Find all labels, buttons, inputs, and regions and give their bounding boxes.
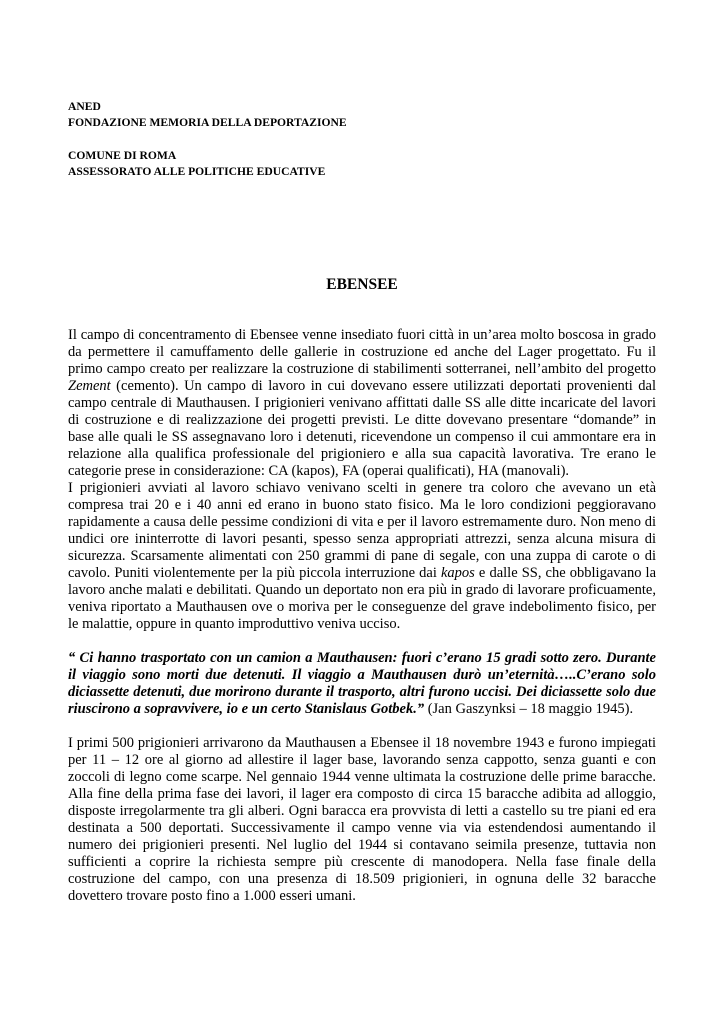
letterhead-gap [68,131,347,148]
testimony-source: (Jan Gaszynksi – 18 maggio 1945). [424,701,634,717]
paragraph-spacer [68,633,656,650]
paragraph-1-part-a: Il campo di concentramento di Ebensee venne insediato fuori città in un’area molto boscosa in grado da permettere il camuffamento delle gallerie in costruzione ed anche del Lager progettato. Fu il primo campo creato per realizzare la costruzione di stabilimenti sotterranei, nell’ambito del progetto [68,327,656,377]
paragraph-2-part-a: I prigionieri avviati al lavoro schiavo venivano scelti in genere tra coloro che avevano un età compresa trai 20 e i 40 anni ed erano in buono stato fisico. Ma le loro condizioni peggioravano rapidamente a causa delle pessime condizioni di vita e per il lavoro estremamente duro. Non meno di undici ore ininterrotte di lavori pesanti, spesso senza appropriati attrezzi, senza alcuna misura di sicurezza. Scarsamente alimentati con 250 grammi di pane di segale, con una zuppa di carote o di cavolo. Puniti violentemente per la più piccola interruzione dai [68,480,656,581]
testimony-quote: “ Ci hanno trasportato con un camion a Mauthausen: fuori c’erano 15 gradi sotto zero. Durante il viaggio sono morti due detenuti. Il viaggio a Mauthausen durò un’eternità…..C’erano solo diciassette detenuti, due morirono durante il trasporto, altri furono uccisi. Dei diciassette solo due riuscirono a sopravvivere, io e un certo Stanislaus Gotbek.” [68,650,656,717]
letterhead [68,99,347,180]
document-title: EBENSEE [326,276,398,293]
org1-subtitle: FONDAZIONE MEMORIA DELLA DEPORTAZIONE [68,116,347,129]
document-body [68,327,656,905]
paragraph-2-emphasis: kapos [441,565,475,581]
paragraph-1 [68,327,656,480]
paragraph-2-part-b: e dalle SS, che obbligavano la lavoro anche malati e debilitati. Quando un deportato non era più in grado di lavorare proficuamente, veniva riportato a Mauthausen ove o moriva per le conseguenze del grave indebolimento fisico, per le malattie, oppure in quanto improduttivo veniva ucciso. [68,565,657,632]
org2-name: COMUNE DI ROMA [68,149,177,162]
org2-subtitle: ASSESSORATO ALLE POLITICHE EDUCATIVE [68,165,326,178]
paragraph-2 [68,480,656,633]
paragraph-1-emphasis: Zement [68,378,111,394]
paragraph-3: I primi 500 prigionieri arrivarono da Mauthausen a Ebensee il 18 novembre 1943 e furono impiegati per 11 – 12 ore al giorno ad allestire il lager base, lavorando senza cappotto, senza guanti e con zoccoli di legno come scarpe. Nel gennaio 1944 venne ultimata la costruzione delle prime baracche. Alla fine della prima fase dei lavori, il lager era composto di circa 15 baracche adibita ad alloggio, disposte irregolarmente tra gli alberi. Ogni baracca era provvista di letti a castello su tre piani ed era destinata a 500 deportati. Successivamente il campo venne via via estendendosi aumentando il numero dei prigionieri presenti. Nel luglio del 1944 si contavano seimila presenze, tuttavia non sufficienti a coprire la richiesta sempre più crescente di manodopera. Nella fase finale della costruzione del campo, con una presenza di 18.509 prigionieri, in ognuna delle 32 baracche dovettero trovare posto fino a 1.000 esseri umani. [68,735,656,904]
org1-name: ANED [68,100,101,113]
paragraph-spacer [68,718,656,735]
paragraph-1-part-b: (cemento). Un campo di lavoro in cui dovevano essere utilizzati deportati provenienti dal campo centrale di Mauthausen. I prigionieri venivano affittati dalle SS alle ditte incaricate del lavori di costruzione e di realizzazione dei progetti previsti. Le ditte dovevano presentare “domande” in base alle quali le SS assegnavano loro i detenuti, ricevendone un compenso il cui ammontare era in relazione alla qualifica professionale del prigioniero e alla sua capacità lavorativa. Tre erano le categorie prese in considerazione: CA (kapos), FA (operai qualificati), HA (manovali). [68,378,656,479]
testimony-paragraph [68,650,656,718]
